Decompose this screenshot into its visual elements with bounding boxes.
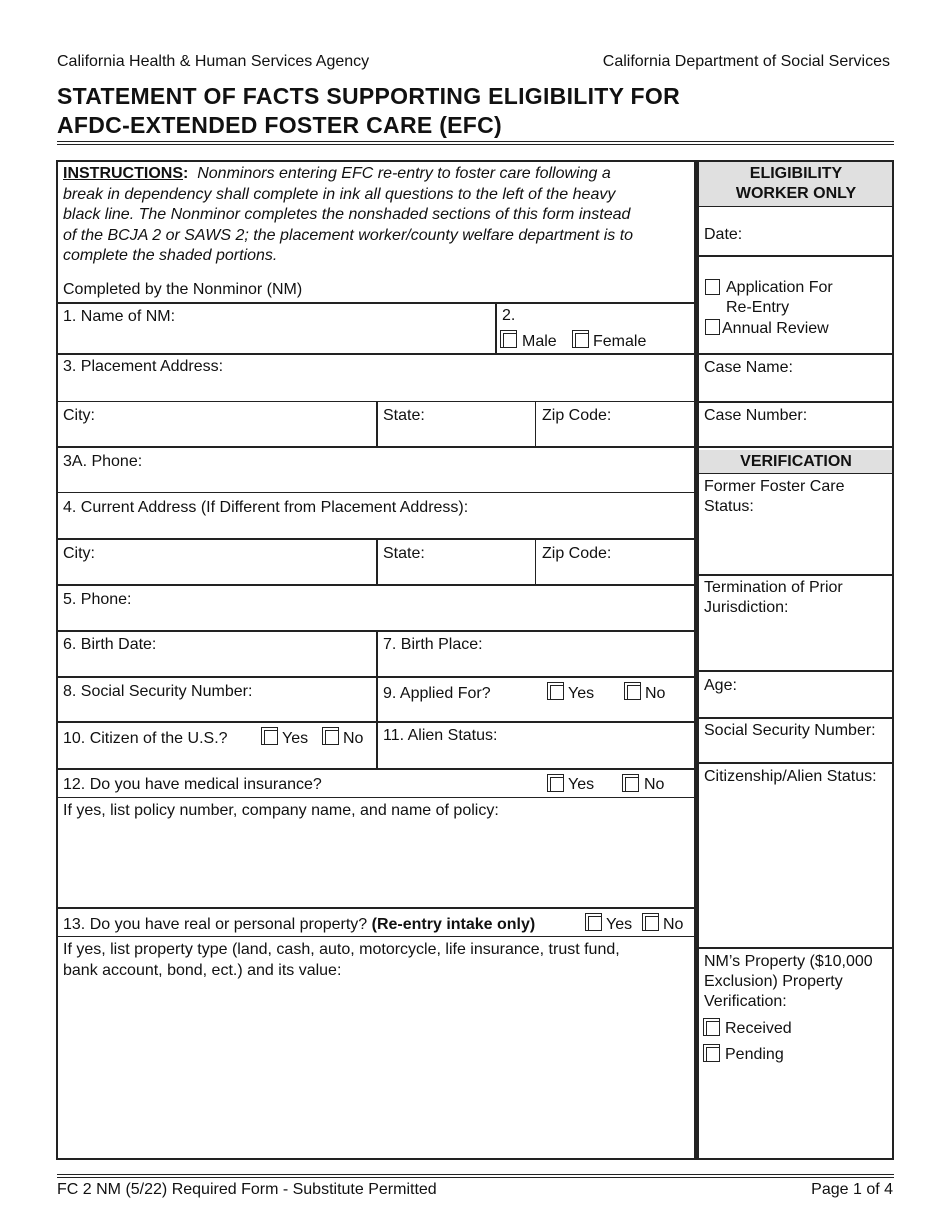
placement-address-field[interactable]: 3. Placement Address: <box>63 358 224 375</box>
property-yes-checkbox[interactable] <box>585 913 602 931</box>
birth-place-field[interactable]: 7. Birth Place: <box>383 636 483 653</box>
property-verification-line2: Exclusion) Property <box>704 973 843 990</box>
insurance-details-field[interactable]: If yes, list policy number, company name, and name of policy: <box>63 802 499 819</box>
rule <box>698 353 893 355</box>
property-details-line1: If yes, list property type (land, cash, auto, motorcycle, life insurance, trust fund, <box>63 941 620 958</box>
citizenship-alien-field[interactable]: Citizenship/Alien Status: <box>704 768 877 785</box>
citizen-yes-checkbox[interactable] <box>261 727 278 745</box>
phone-5-field[interactable]: 5. Phone: <box>63 591 132 608</box>
rule-v <box>376 401 378 447</box>
rule <box>698 401 893 403</box>
citizen-no-label: No <box>343 730 364 747</box>
instructions-line5: complete the shaded portions. <box>63 247 278 264</box>
property-no-checkbox[interactable] <box>642 913 659 931</box>
applied-no-checkbox[interactable] <box>624 682 641 700</box>
property-verification-line3: Verification: <box>704 993 787 1010</box>
rule <box>698 206 893 207</box>
rule <box>698 762 893 764</box>
instructions-line2: break in dependency shall complete in ink all questions to the left of the heavy <box>63 186 616 203</box>
current-zip-field[interactable]: Zip Code: <box>542 545 612 562</box>
application-reentry-checkbox[interactable] <box>705 279 720 295</box>
placement-zip-field[interactable]: Zip Code: <box>542 407 612 424</box>
current-state-field[interactable]: State: <box>383 545 425 562</box>
name-of-nm-field[interactable]: 1. Name of NM: <box>63 308 176 325</box>
applied-yes-checkbox[interactable] <box>547 682 564 700</box>
placement-state-field[interactable]: State: <box>383 407 425 424</box>
rule <box>698 255 893 257</box>
instructions-line3: black line. The Nonminor completes the nonshaded sections of this form instead <box>63 206 631 223</box>
property-verification-line1: NM’s Property ($10,000 <box>704 953 873 970</box>
insurance-no-label: No <box>644 776 665 793</box>
title-rule-2 <box>57 144 894 145</box>
pending-label: Pending <box>725 1046 784 1063</box>
ssn-field[interactable]: 8. Social Security Number: <box>63 683 253 700</box>
rule <box>57 936 694 937</box>
rule-v <box>535 538 536 585</box>
citizen-label: 10. Citizen of the U.S.? <box>63 730 228 747</box>
property-no-label: No <box>663 916 684 933</box>
application-for-label: Application For <box>726 279 833 296</box>
insurance-no-checkbox[interactable] <box>622 774 639 792</box>
rule <box>57 907 694 909</box>
verification-header: VERIFICATION <box>740 453 852 470</box>
property-label <box>63 915 535 935</box>
rule <box>698 717 893 719</box>
worker-header-line1: ELIGIBILITY <box>749 165 843 182</box>
property-question-note: (Re-entry intake only) <box>371 916 536 933</box>
current-address-field[interactable]: 4. Current Address (If Different from Placement Address): <box>63 499 469 516</box>
male-label: Male <box>522 333 557 350</box>
gender-label: 2. <box>502 307 516 324</box>
alien-status-field[interactable]: 11. Alien Status: <box>383 727 498 744</box>
form-title-line1: STATEMENT OF FACTS SUPPORTING ELIGIBILITY FOR <box>57 83 681 109</box>
footer-rule-2 <box>57 1177 894 1178</box>
rule <box>57 302 694 304</box>
worker-ssn-field[interactable]: Social Security Number: <box>704 722 876 739</box>
footer-rule-1 <box>57 1174 894 1175</box>
current-city-field[interactable]: City: <box>63 545 95 562</box>
former-foster-label-2[interactable]: Status: <box>704 498 754 515</box>
insurance-yes-checkbox[interactable] <box>547 774 564 792</box>
page-number: Page 1 of 4 <box>811 1181 893 1198</box>
instructions-text: Nonminors entering EFC re-entry to foster care following a <box>197 165 611 182</box>
female-label: Female <box>593 333 647 350</box>
footer-form-id: FC 2 NM (5/22) Required Form - Substitute Permitted <box>57 1181 437 1198</box>
re-entry-label: Re-Entry <box>726 299 790 316</box>
instructions-line1 <box>63 164 611 184</box>
agency-left: California Health & Human Services Agency <box>57 53 370 70</box>
received-checkbox[interactable] <box>703 1018 720 1036</box>
female-checkbox[interactable] <box>572 330 589 348</box>
applied-for-label: 9. Applied For? <box>383 685 491 702</box>
rule <box>57 492 694 493</box>
rule <box>57 797 694 798</box>
rule-v <box>376 630 378 769</box>
property-yes-label: Yes <box>606 916 633 933</box>
rule-v <box>535 401 536 447</box>
rule <box>57 353 694 355</box>
instructions-line4: of the BCJA 2 or SAWS 2; the placement worker/county welfare department is to <box>63 227 634 244</box>
case-name-field[interactable]: Case Name: <box>704 359 793 376</box>
form-title-line2: AFDC-EXTENDED FOSTER CARE (EFC) <box>57 112 503 138</box>
birth-date-field[interactable]: 6. Birth Date: <box>63 636 157 653</box>
phone-3a-field[interactable]: 3A. Phone: <box>63 453 143 470</box>
applied-no-label: No <box>645 685 666 702</box>
received-label: Received <box>725 1020 792 1037</box>
termination-label-1: Termination of Prior <box>704 579 843 596</box>
instructions-label: INSTRUCTIONS <box>63 165 183 182</box>
rule <box>698 670 893 672</box>
rule-v <box>495 302 497 354</box>
property-details-line2[interactable]: bank account, bond, ect.) and its value: <box>63 962 342 979</box>
rule <box>698 446 893 448</box>
placement-city-field[interactable]: City: <box>63 407 95 424</box>
rule-v <box>376 538 378 585</box>
case-number-field[interactable]: Case Number: <box>704 407 808 424</box>
title-rule-1 <box>57 141 894 142</box>
worker-header-line2: WORKER ONLY <box>735 185 857 202</box>
citizen-no-checkbox[interactable] <box>322 727 339 745</box>
annual-review-checkbox[interactable] <box>705 319 720 335</box>
instructions-colon: : <box>183 165 189 182</box>
rule <box>698 947 893 949</box>
worker-age-field[interactable]: Age: <box>704 677 737 694</box>
former-foster-label-1: Former Foster Care <box>704 478 845 495</box>
agency-right: California Department of Social Services <box>602 53 890 70</box>
rule <box>698 473 893 474</box>
worker-date-field[interactable]: Date: <box>704 226 743 243</box>
male-checkbox[interactable] <box>500 330 517 348</box>
medical-insurance-label: 12. Do you have medical insurance? <box>63 776 322 793</box>
heavy-divider <box>694 160 699 1160</box>
property-question: 13. Do you have real or personal property? <box>63 916 368 933</box>
citizen-yes-label: Yes <box>282 730 309 747</box>
termination-label-2[interactable]: Jurisdiction: <box>704 599 789 616</box>
pending-checkbox[interactable] <box>703 1044 720 1062</box>
completed-by-label: Completed by the Nonminor (NM) <box>63 281 303 298</box>
applied-yes-label: Yes <box>568 685 595 702</box>
annual-review-label: Annual Review <box>722 320 829 337</box>
insurance-yes-label: Yes <box>568 776 595 793</box>
rule <box>698 574 893 576</box>
